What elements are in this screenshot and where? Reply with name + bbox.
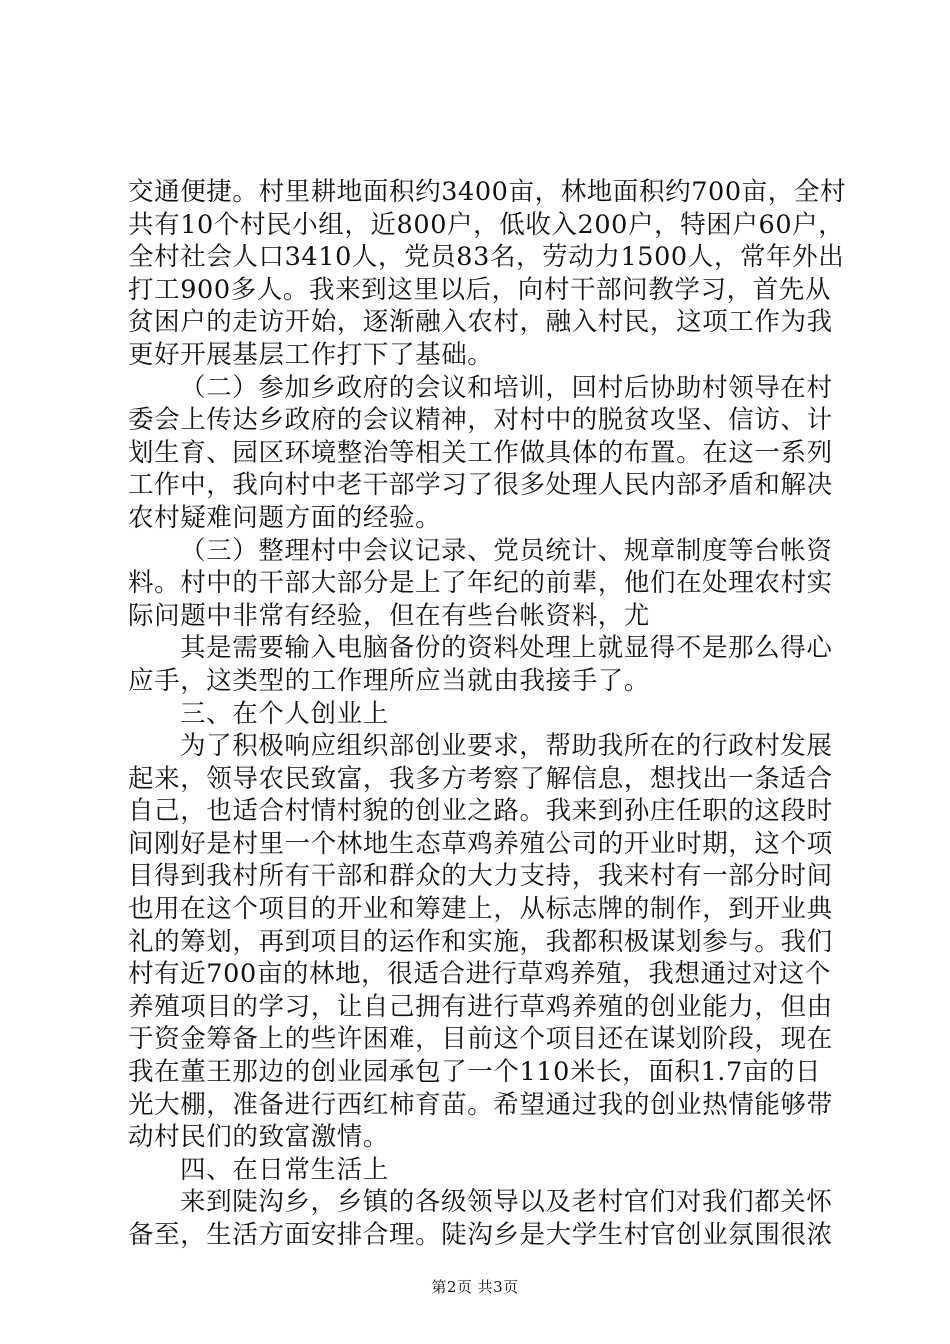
text-line: 共有10个村民小组，近800户，低收入200户，特困户60户， bbox=[128, 209, 845, 240]
text-line: 间刚好是村里一个林地生态草鸡养殖公司的开业时期，这个项 bbox=[128, 828, 833, 859]
page-footer: 第2页 共3页 bbox=[431, 1278, 519, 1296]
text-line: 为了积极响应组织部创业要求，帮助我所在的行政村发展 bbox=[180, 731, 833, 762]
text-line: 应手，这类型的工作理所应当就由我接手了。 bbox=[128, 665, 651, 696]
text-line: 动村民们的致富激情。 bbox=[128, 1122, 390, 1153]
text-line: 划生育、园区环境整治等相关工作做具体的布置。在这一系列 bbox=[128, 437, 833, 468]
text-line: 贫困户的走访开始，逐渐融入农村，融入村民，这项工作为我 bbox=[128, 307, 833, 338]
text-line: 全村社会人口3410人，党员83名，劳动力1500人，常年外出 bbox=[128, 242, 845, 273]
text-line: 委会上传达乡政府的会议精神，对村中的脱贫攻坚、信访、计 bbox=[128, 405, 833, 436]
text-line: 工作中，我向村中老干部学习了很多处理人民内部矛盾和解决 bbox=[128, 470, 833, 501]
text-line: 四、在日常生活上 bbox=[180, 1154, 389, 1185]
text-line: 光大棚，准备进行西红柿育苗。希望通过我的创业热情能够带 bbox=[128, 1089, 833, 1120]
text-line: 礼的筹划，再到项目的运作和实施，我都积极谋划参与。我们 bbox=[128, 926, 833, 957]
document-body bbox=[128, 176, 847, 1252]
text-line: 来到陡沟乡，乡镇的各级领导以及老村官们对我们都关怀 bbox=[180, 1187, 833, 1218]
text-line: 于资金筹备上的些许困难，目前这个项目还在谋划阶段，现在 bbox=[128, 1024, 833, 1055]
text-line: 其是需要输入电脑备份的资料处理上就显得不是那么得心 bbox=[180, 633, 833, 664]
text-line: 目得到我村所有干部和群众的大力支持，我来村有一部分时间 bbox=[128, 861, 833, 892]
text-line: 备至，生活方面安排合理。陡沟乡是大学生村官创业氛围很浓 bbox=[128, 1220, 833, 1250]
text-line: 际问题中非常有经验，但在有些台帐资料，尤 bbox=[128, 600, 651, 631]
text-line: 也用在这个项目的开业和筹建上，从标志牌的制作，到开业典 bbox=[128, 894, 833, 925]
text-line: 更好开展基层工作打下了基础。 bbox=[128, 339, 494, 370]
text-line: （二）参加乡政府的会议和培训，回村后协助村领导在村 bbox=[180, 372, 833, 403]
text-line: 养殖项目的学习，让自己拥有进行草鸡养殖的创业能力，但由 bbox=[128, 991, 833, 1022]
text-line: 我在董王那边的创业园承包了一个110米长，面积1.7亩的日 bbox=[128, 1057, 822, 1088]
text-line: 打工900多人。我来到这里以后，向村干部问教学习，首先从 bbox=[128, 274, 831, 305]
text-line: 料。村中的干部大部分是上了年纪的前辈，他们在处理农村实 bbox=[128, 568, 833, 599]
text-line: 交通便捷。村里耕地面积约3400亩，林地面积约700亩，全村 bbox=[128, 177, 847, 207]
text-line: （三）整理村中会议记录、党员统计、规章制度等台帐资 bbox=[180, 535, 833, 566]
text-line: 自己，也适合村情村貌的创业之路。我来到孙庄任职的这段时 bbox=[128, 796, 833, 827]
text-line: 三、在个人创业上 bbox=[180, 698, 389, 729]
text-line: 农村疑难问题方面的经验。 bbox=[128, 502, 442, 533]
text-line: 村有近700亩的林地，很适合进行草鸡养殖，我想通过对这个 bbox=[128, 959, 831, 990]
text-line: 起来，领导农民致富，我多方考察了解信息，想找出一条适合 bbox=[128, 763, 833, 794]
